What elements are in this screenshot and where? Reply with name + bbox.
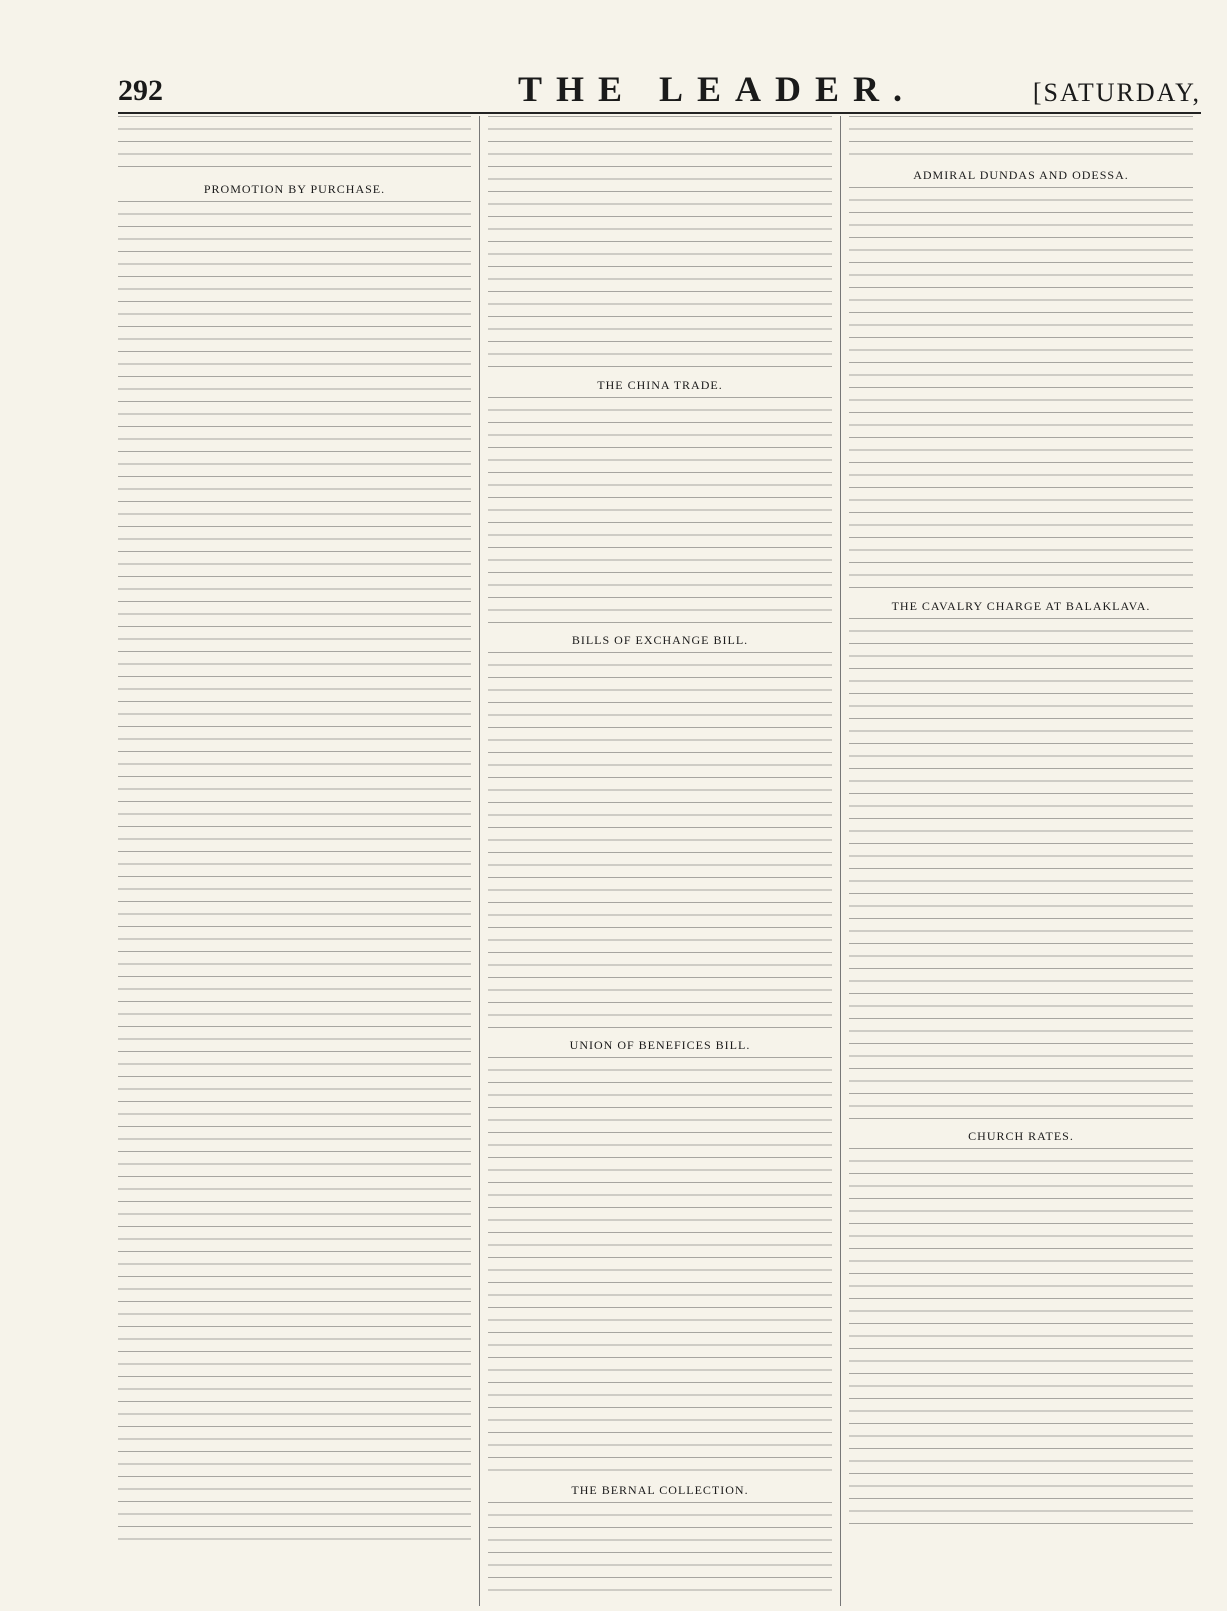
body-text [488, 1057, 832, 1477]
section-heading: THE CAVALRY CHARGE AT BALAKLAVA. [891, 599, 1151, 613]
masthead [118, 70, 1201, 114]
body-text [849, 618, 1193, 1123]
column-2 [479, 116, 840, 1606]
section-heading: CHURCH RATES. [968, 1129, 1074, 1143]
newspaper-title: THE LEADER. [518, 69, 917, 109]
section-heading: PROMOTION BY PURCHASE. [203, 182, 386, 196]
body-text [488, 1502, 832, 1602]
page-number: 292 [118, 74, 163, 107]
section-heading: ADMIRAL DUNDAS AND ODESSA. [913, 168, 1129, 182]
section-heading: THE CHINA TRADE. [597, 378, 723, 392]
body-text [849, 1148, 1193, 1528]
body-text [849, 116, 1193, 162]
body-text [488, 397, 832, 627]
body-text [118, 116, 471, 176]
article-columns [118, 116, 1201, 1571]
issue-day: [SATURDAY, [1032, 78, 1201, 107]
column-3 [840, 116, 1201, 1606]
section-heading: BILLS OF EXCHANGE BILL. [571, 633, 749, 647]
body-text [488, 652, 832, 1032]
body-text [849, 187, 1193, 593]
column-1 [118, 116, 479, 1606]
body-text [118, 201, 471, 1541]
section-heading: THE BERNAL COLLECTION. [571, 1483, 749, 1497]
section-heading: UNION OF BENEFICES BILL. [569, 1038, 751, 1052]
body-text [488, 116, 832, 372]
